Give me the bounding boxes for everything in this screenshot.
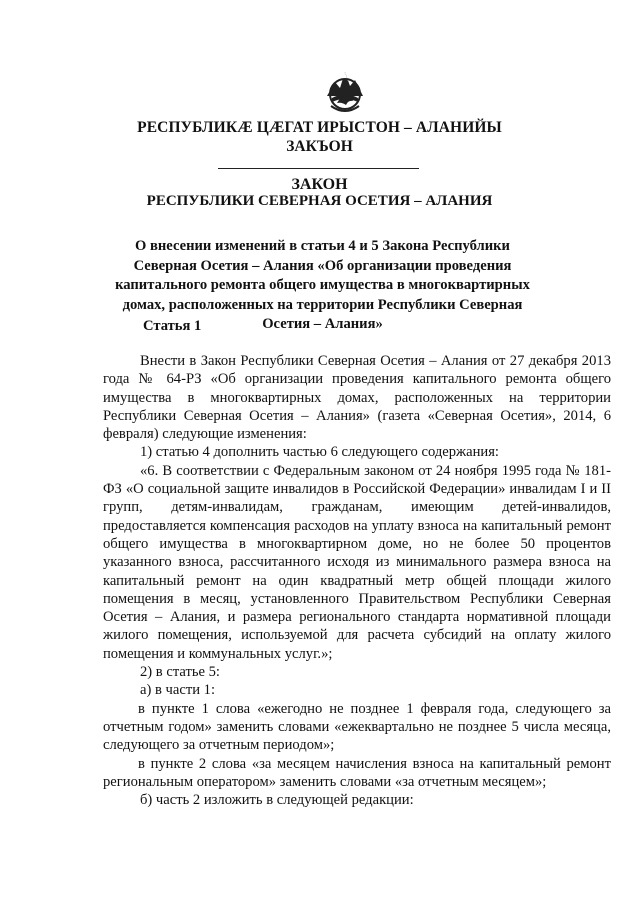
republic-title-ossetian: РЕСПУБЛИКӔ ЦӔГАТ ИРЫСТОН – АЛАНИЙЫ: [137, 119, 502, 136]
article-heading: Статья 1: [143, 318, 202, 334]
republic-title-russian: РЕСПУБЛИКИ СЕВЕРНАЯ ОСЕТИЯ – АЛАНИЯ: [146, 193, 493, 209]
paragraph-point-1: в пункте 1 слова «ежегодно не позднее 1 февраля года, следующего за отчетным годом» заменить словами «ежеквартально не позднее 5 числа месяца, следующего за отчетным периодом»;: [103, 700, 611, 754]
divider-line: [218, 168, 419, 169]
coat-of-arms-emblem: [323, 62, 367, 118]
paragraph-intro: Внести в Закон Республики Северная Осетия – Алания от 27 декабря 2013 года № 64-РЗ «Об организации проведения капитального ремонта общего имущества в многоквартирных домах, расположенных на территории Республики Северная Осетия – Алания» (газета «Северная Осетия», 2014, 6 февраля) следующие изменения:: [103, 353, 611, 443]
paragraph-quoted-part-6: «6. В соответствии с Федеральным законом от 24 ноября 1995 года № 181-ФЗ «О социальной защите инвалидов в Российской Федерации» инвалидам I и II групп, детям-инвалидам, гражданам, имеющим детей-инвалидов, предоставляется компенсация расходов на уплату взноса на капитальный ремонт общего имущества в многоквартирном доме, но не более 50 процентов указанного взноса, рассчитанного исходя из минимального размера взноса на капитальный ремонт на один квадратный метр общей площади жилого помещения в месяц, установленного Правительством Республики Северная Осетия – Алания, и размера регионального стандарта нормативной площади жилого помещения, используемой для расчета субсидий на оплату жилого помещения и коммунальных услуг.»;: [103, 462, 611, 662]
law-label-ossetian: ЗАКЪОН: [286, 138, 353, 155]
article-body: [103, 352, 611, 809]
paragraph-point-2: в пункте 2 слова «за месяцем начисления взноса на капитальный ремонт региональным оператором» заменить словами «за отчетным месяцем»;: [103, 755, 611, 790]
law-subject: О внесении изменений в статьи 4 и 5 Закона Республики Северная Осетия – Алания «Об организации проведения капитального ремонта общего имущества в многоквартирных домах, расположенных на территории Республики Северная Осетия – Алания»: [115, 238, 530, 333]
paragraph-item-1: 1) статью 4 дополнить частью 6 следующего содержания:: [140, 444, 499, 461]
law-label-russian: ЗАКОН: [291, 176, 348, 193]
paragraph-subitem-a: а) в части 1:: [140, 682, 216, 699]
paragraph-subitem-b: б) часть 2 изложить в следующей редакции:: [140, 792, 414, 809]
paragraph-item-2: 2) в статье 5:: [140, 664, 220, 681]
